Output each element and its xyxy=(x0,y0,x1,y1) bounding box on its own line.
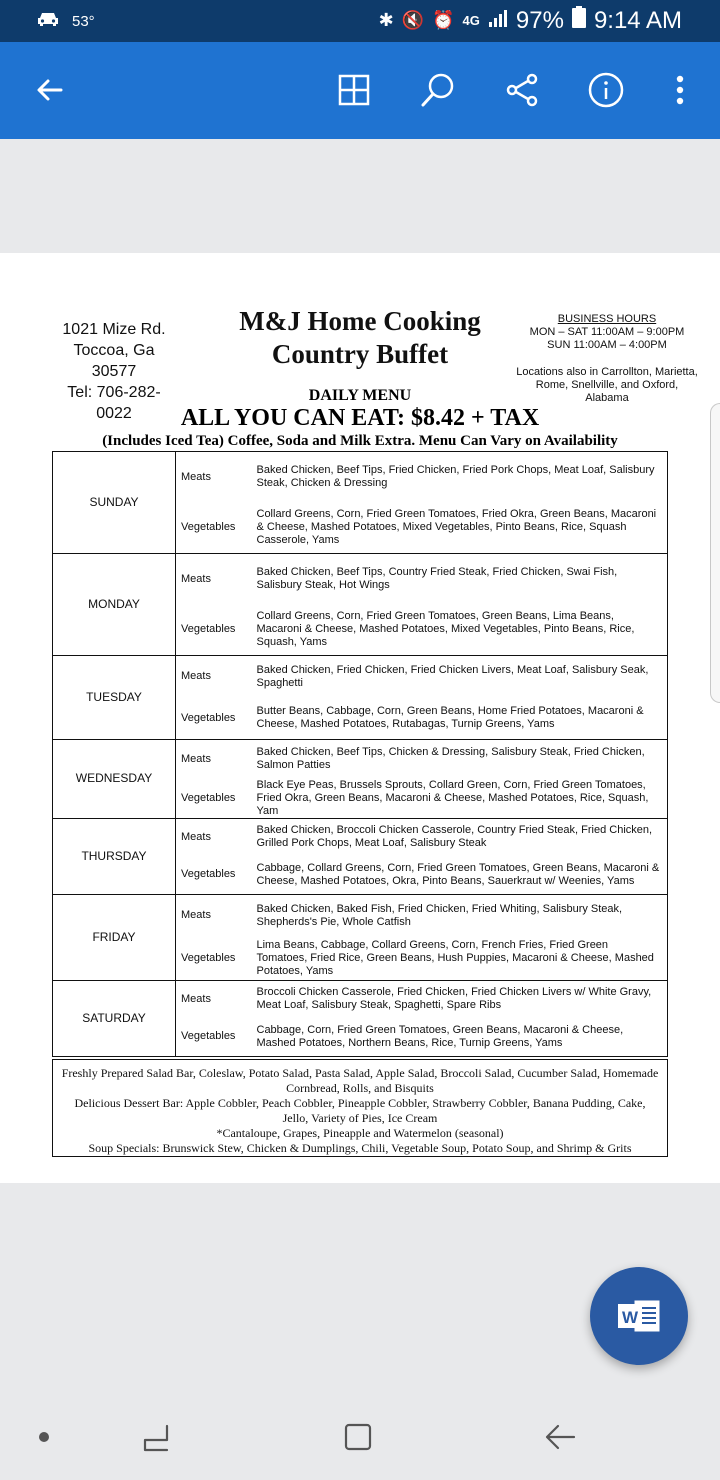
day-name: SUNDAY xyxy=(53,452,176,554)
menu-row-meats xyxy=(53,740,668,779)
word-icon xyxy=(616,1296,662,1336)
clock: 9:14 AM xyxy=(593,6,682,34)
meats-label: Meats xyxy=(176,818,256,856)
word-letter: W xyxy=(621,1308,639,1327)
recent-apps-icon xyxy=(141,1422,171,1452)
more-vertical-icon xyxy=(675,74,685,106)
more-options-button[interactable] xyxy=(660,70,700,110)
battery-icon xyxy=(572,6,586,35)
vegetables-list: Butter Beans, Cabbage, Corn, Green Beans, Home Fried Potatoes, Macaroni & Cheese, Mashed Potatoes, Rutabagas, Turnip Greens, Yams xyxy=(256,698,668,740)
meats-label: Meats xyxy=(176,656,256,698)
scroll-handle[interactable] xyxy=(710,403,720,703)
info-button[interactable] xyxy=(586,70,626,110)
bluetooth-icon: ✱ xyxy=(378,10,394,30)
price-heading: ALL YOU CAN EAT: $8.42 + TAX xyxy=(180,405,540,431)
menu-row-meats xyxy=(53,980,668,1018)
car-icon xyxy=(36,10,60,32)
hours-heading: BUSINESS HOURS xyxy=(557,313,657,325)
meats-label: Meats xyxy=(176,894,256,937)
vegetables-list: Cabbage, Collard Greens, Corn, Fried Green Tomatoes, Green Beans, Macaroni & Cheese, Mashed Potatoes, Okra, Pinto Beans, Sauerkraut w/ Weenies, Yams xyxy=(256,856,668,894)
address-line: 1021 Mize Rd. xyxy=(62,321,166,338)
navigation-bar xyxy=(0,1395,720,1480)
back-arrow-icon xyxy=(35,75,65,105)
info-icon xyxy=(588,72,624,108)
menu-row-meats xyxy=(53,452,668,503)
vegetables-list: Collard Greens, Corn, Fried Green Tomatoes, Green Beans, Lima Beans, Macaroni & Cheese, Mashed Potatoes, Mixed Vegetables, Pinto Beans, Rice, Squash, Yams xyxy=(256,605,668,656)
meats-list: Baked Chicken, Beef Tips, Fried Chicken, Fried Pork Chops, Meat Loaf, Salisbury Steak, Chicken & Dressing xyxy=(256,452,668,503)
title-line-1: M&J Home Cooking xyxy=(239,306,481,336)
phone: Tel: 706-282-0022 xyxy=(67,384,161,422)
vegetables-label: Vegetables xyxy=(176,503,256,554)
search-icon xyxy=(420,72,456,108)
day-name: WEDNESDAY xyxy=(53,740,176,819)
back-button[interactable] xyxy=(30,70,70,110)
dessert-bar: Delicious Dessert Bar: Apple Cobbler, Peach Cobbler, Pineapple Cobbler, Strawberry Cobbler, Banana Pudding, Cake, Jello, Variety of Pies, Ice Cream xyxy=(74,1096,646,1125)
dot-icon xyxy=(38,1431,50,1443)
share-icon xyxy=(504,72,540,108)
vegetables-label: Vegetables xyxy=(176,698,256,740)
vegetables-label: Vegetables xyxy=(176,779,256,819)
signal-icon xyxy=(488,7,508,35)
home-icon xyxy=(342,1421,374,1453)
vegetables-label: Vegetables xyxy=(176,605,256,656)
menu-table xyxy=(52,451,668,1057)
meats-label: Meats xyxy=(176,452,256,503)
vegetables-list: Lima Beans, Cabbage, Collard Greens, Corn, French Fries, Fried Green Tomatoes, Fried Rice, Green Beans, Hush Puppies, Macaroni & Cheese, Mashed Potatoes, Yams xyxy=(256,937,668,980)
daily-menu-heading: DAILY MENU xyxy=(308,387,412,404)
temperature: 53° xyxy=(72,12,95,30)
network-type: 4G xyxy=(462,13,480,28)
hours-weekday: MON – SAT 11:00AM – 9:00PM xyxy=(529,326,685,338)
app-bar xyxy=(0,42,720,139)
alarm-icon: ⏰ xyxy=(432,10,455,30)
other-locations: Locations also in Carrollton, Marietta, Rome, Snellville, and Oxford, Alabama xyxy=(516,366,698,404)
back-nav-icon xyxy=(544,1423,576,1451)
document-viewer[interactable] xyxy=(0,139,720,1395)
restaurant-title xyxy=(220,305,500,371)
meats-list: Baked Chicken, Beef Tips, Country Fried Steak, Fried Chicken, Swai Fish, Salisbury Steak, Hot Wings xyxy=(256,554,668,605)
soup-specials: Soup Specials: Brunswick Stew, Chicken & Dumplings, Chili, Vegetable Soup, Potato Soup, and Shrimp & Grits xyxy=(88,1141,632,1155)
title-line-2: Country Buffet xyxy=(271,339,449,369)
mute-icon: 🔇 xyxy=(401,10,425,30)
menu-row-meats xyxy=(53,656,668,698)
menu-row-meats xyxy=(53,894,668,937)
seasonal-fruit: *Cantaloupe, Grapes, Pineapple and Watermelon (seasonal) xyxy=(216,1126,504,1140)
grid-view-icon xyxy=(338,74,370,106)
meats-label: Meats xyxy=(176,740,256,779)
meats-list: Baked Chicken, Baked Fish, Fried Chicken, Fried Whiting, Salisbury Steak, Shepherds's Pie, Whole Catfish xyxy=(256,894,668,937)
status-bar xyxy=(0,0,720,42)
meats-list: Baked Chicken, Broccoli Chicken Casserole, Country Fried Steak, Fried Chicken, Grilled Pork Chops, Meat Loaf, Salisbury Steak xyxy=(256,818,668,856)
menu-row-meats xyxy=(53,554,668,605)
vegetables-list: Cabbage, Corn, Fried Green Tomatoes, Green Beans, Macaroni & Cheese, Mashed Potatoes, Northern Beans, Rice, Turnip Greens, Yams xyxy=(256,1018,668,1056)
meats-list: Broccoli Chicken Casserole, Fried Chicken, Fried Chicken Livers w/ White Gravy, Meat Loaf, Salisbury Steak, Spaghetti, Spare Ribs xyxy=(256,980,668,1018)
recent-apps-button[interactable] xyxy=(136,1417,176,1457)
document-page xyxy=(0,253,720,1183)
battery-percent: 97% xyxy=(515,6,564,34)
vegetables-label: Vegetables xyxy=(176,856,256,894)
meats-list: Baked Chicken, Fried Chicken, Fried Chicken Livers, Meat Loaf, Salisbury Seak, Spaghetti xyxy=(256,656,668,698)
day-name: TUESDAY xyxy=(53,656,176,740)
extras-box xyxy=(52,1059,668,1157)
meats-label: Meats xyxy=(176,554,256,605)
open-in-word-button[interactable] xyxy=(590,1267,688,1365)
share-button[interactable] xyxy=(502,70,542,110)
includes-note: (Includes Iced Tea) Coffee, Soda and Milk Extra. Menu Can Vary on Availability xyxy=(102,433,618,449)
day-name: MONDAY xyxy=(53,554,176,656)
nav-dot-button[interactable] xyxy=(24,1417,64,1457)
salad-bar: Freshly Prepared Salad Bar, Coleslaw, Potato Salad, Pasta Salad, Apple Salad, Broccoli Salad, Cucumber Salad, Homemade Cornbread, Rolls, and Bisquits xyxy=(61,1066,659,1095)
day-name: FRIDAY xyxy=(53,894,176,980)
vegetables-list: Collard Greens, Corn, Fried Green Tomatoes, Fried Okra, Green Beans, Macaroni & Cheese, Mashed Potatoes, Mixed Vegetables, Pinto Beans, Rice, Squash Casserole, Yams xyxy=(256,503,668,554)
meats-label: Meats xyxy=(176,980,256,1018)
home-button[interactable] xyxy=(338,1417,378,1457)
day-name: THURSDAY xyxy=(53,818,176,894)
menu-row-meats xyxy=(53,818,668,856)
city-state: Toccoa, Ga 30577 xyxy=(73,342,155,380)
back-nav-button[interactable] xyxy=(540,1417,580,1457)
day-name: SATURDAY xyxy=(53,980,176,1056)
meats-list: Baked Chicken, Beef Tips, Chicken & Dressing, Salisbury Steak, Fried Chicken, Salmon Patties xyxy=(256,740,668,779)
grid-view-button[interactable] xyxy=(334,70,374,110)
search-button[interactable] xyxy=(418,70,458,110)
vegetables-label: Vegetables xyxy=(176,1018,256,1056)
hours-sunday: SUN 11:00AM – 4:00PM xyxy=(547,339,667,351)
business-hours xyxy=(514,313,700,405)
vegetables-label: Vegetables xyxy=(176,937,256,980)
vegetables-list: Black Eye Peas, Brussels Sprouts, Collard Green, Corn, Fried Green Tomatoes, Fried Okra, Green Beans, Macaroni & Cheese, Mashed Potatoes, Rice, Squash, Yam xyxy=(256,779,668,819)
